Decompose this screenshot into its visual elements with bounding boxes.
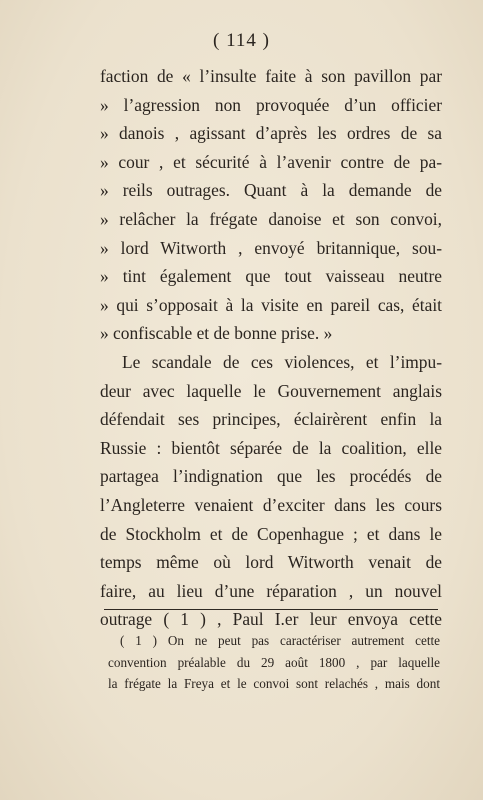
footnote bbox=[108, 630, 440, 695]
body-line-7: » lord Witworth , envoyé britannique, sou- bbox=[100, 237, 442, 258]
body-line-8: » tint également que tout vaisseau neutre bbox=[100, 266, 442, 287]
body-line-1: faction de « l’insulte faite à son pavillon par bbox=[100, 66, 442, 86]
body-line-2: » l’agression non provoquée d’un officier bbox=[100, 94, 442, 115]
footnote-line-2: convention préalable du 29 août 1800 , par laquelle bbox=[108, 654, 440, 670]
body-line-9: » qui s’opposait à la visite en pareil cas, était bbox=[100, 294, 442, 315]
body-text bbox=[100, 62, 442, 634]
body-line-18: temps même où lord Witworth venait de bbox=[100, 552, 442, 573]
body-line-16: l’Angleterre venaient d’exciter dans les cours bbox=[100, 494, 442, 515]
body-line-10: » confiscable et de bonne prise. » bbox=[100, 323, 333, 344]
body-line-4: » cour , et sécurité à l’avenir contre de pa- bbox=[100, 151, 442, 172]
footnote-divider bbox=[104, 609, 438, 610]
body-line-5: » reils outrages. Quant à la demande de bbox=[100, 180, 442, 201]
body-line-14: Russie : bientôt séparée de la coalition, elle bbox=[100, 437, 442, 458]
body-line-6: » relâcher la frégate danoise et son convoi, bbox=[100, 208, 442, 229]
footnote-line-3: la frégate la Freya et le convoi sont relachés , mais dont bbox=[108, 676, 440, 691]
body-line-13: défendait ses principes, éclairèrent enfin la bbox=[100, 409, 442, 430]
footnote-line-1: ( 1 ) On ne peut pas caractériser autrement cette bbox=[120, 633, 440, 648]
body-line-17: de Stockholm et de Copenhague ; et dans le bbox=[100, 523, 442, 544]
page-number: ( 114 ) bbox=[213, 30, 270, 51]
body-line-15: partagea l’indignation que les procédés de bbox=[100, 466, 442, 487]
body-line-19: faire, au lieu d’une réparation , un nouvel bbox=[100, 580, 442, 601]
body-line-12: deur avec laquelle le Gouvernement anglais bbox=[100, 380, 442, 401]
body-line-20: outrage ( 1 ) , Paul I.er leur envoya cette bbox=[100, 609, 442, 630]
body-line-3: » danois , agissant d’après les ordres de sa bbox=[100, 123, 442, 144]
body-line-11: Le scandale de ces violences, et l’impu- bbox=[122, 351, 442, 372]
